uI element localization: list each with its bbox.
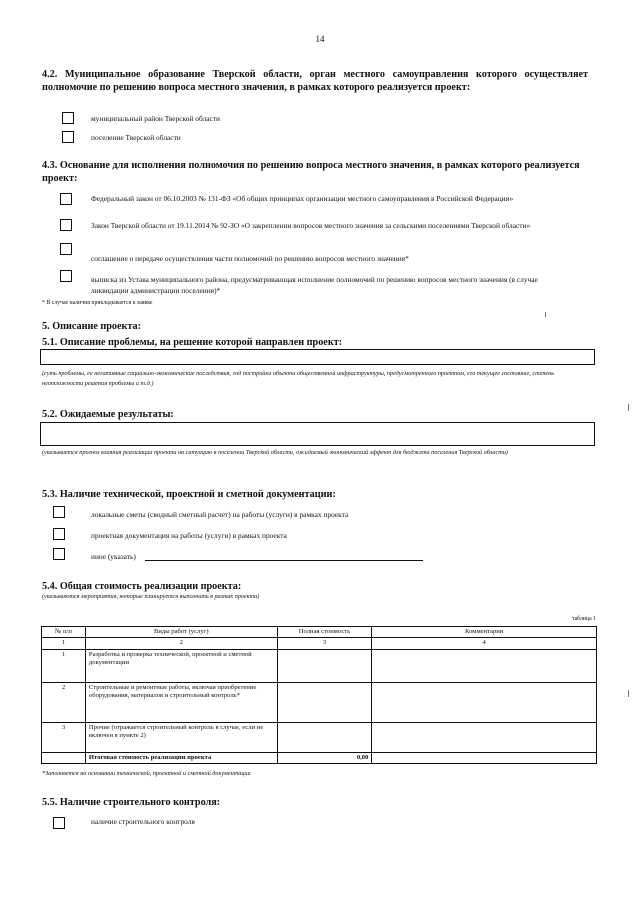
checkbox-project-docs[interactable] [53,528,65,540]
row-num: 1 [42,649,86,682]
header-num: № п/п [42,627,86,638]
table-total-row [42,752,597,763]
section-5-2-heading: 5.2. Ожидаемые результаты: [42,409,174,420]
header-work: Виды работ (услуг) [85,627,277,638]
option-other: иное (указать) [91,552,136,561]
problem-description-field[interactable] [40,349,595,365]
expected-results-note: (указывается прогноз влияния реализации проекта на ситуацию в поселении Тверской области, ожидаемый экономический эффект для бюджета поселения Тверской области) [42,449,508,456]
table-row [42,649,597,682]
expected-results-field[interactable] [40,422,595,446]
table-header-row [42,627,597,638]
row-comment-cell[interactable] [372,649,597,682]
total-label: Итоговая стоимость реализации проекта [85,752,277,763]
checkbox-regional-law[interactable] [60,219,72,231]
scan-mark [545,312,546,317]
option-regional-law: Закон Тверской области от 19.11.2014 № 92-ЗО «О закреплении вопросов местного значения за сельскими поселениями Тверской области» [91,221,531,230]
footnote-4-3: * В случае наличия прикладывается к заявке [42,300,153,306]
colnum-3: 3 [277,638,372,649]
row-num: 3 [42,722,86,752]
scan-mark [628,690,629,697]
checkbox-other[interactable] [53,548,65,560]
colnum-4: 4 [372,638,597,649]
section-5-5-heading: 5.5. Наличие строительного контроля: [42,797,221,808]
table-colnum-row [42,638,597,649]
checkbox-construction-control[interactable] [53,817,65,829]
table-footnote: *Заполняется на основании технической, проектной и сметной документации [42,770,251,777]
section-5-3-heading: 5.3. Наличие технической, проектной и сметной документации: [42,489,336,500]
checkbox-municipal-district[interactable] [62,112,74,124]
table-row [42,682,597,722]
section-5-1-heading: 5.1. Описание проблемы, на решение которой направлен проект: [42,337,343,348]
total-num-cell [42,752,86,763]
row-comment-cell[interactable] [372,722,597,752]
table-row [42,722,597,752]
total-value: 0,00 [277,752,372,763]
option-settlement: поселение Тверской области [91,133,181,142]
checkbox-agreement[interactable] [60,243,72,255]
total-comment-cell [372,752,597,763]
row-cost-cell[interactable] [277,682,372,722]
page-number: 14 [315,34,325,44]
colnum-1: 1 [42,638,86,649]
section-4-2-heading: 4.2. Муниципальное образование Тверской области, орган местного самоуправления которого осуществляет полномочие по решению вопроса местного значения, в рамках которого реализуется проект: [42,69,588,93]
header-cost: Полная стоимость [277,627,372,638]
other-specify-line[interactable] [145,560,423,561]
colnum-2: 2 [85,638,277,649]
row-cost-cell[interactable] [277,722,372,752]
row-comment-cell[interactable] [372,682,597,722]
row-num: 2 [42,682,86,722]
row-work: Прочие (отражается строительный контроль в случае, если не включен в пункте 2) [85,722,277,752]
checkbox-settlement[interactable] [62,131,74,143]
section-5-4-heading: 5.4. Общая стоимость реализации проекта: [42,581,242,592]
option-federal-law: Федеральный закон от 06.10.2003 № 131-ФЗ «Об общих принципах организации местного самоуправления в Российской Федерации» [91,194,514,203]
cost-table [41,626,597,764]
section-5-heading: 5. Описание проекта: [42,321,142,332]
checkbox-federal-law[interactable] [60,193,72,205]
option-agreement: соглашение о передаче осуществления части полномочий по решению вопросов местного значения* [91,254,409,263]
problem-description-note: (суть проблемы, ее негативные социально-экономические последствия, год постройки объекта общественной инфраструктуры, предусмотренного проектом, его текущее состояние, степень неотложности решения проблемы и т.д.) [42,370,555,387]
option-municipal-district: муниципальный район Тверской области [91,114,220,123]
row-cost-cell[interactable] [277,649,372,682]
total-cost-note: (указываются мероприятия, которые планируется выполнить в рамках проекта) [42,593,260,600]
section-4-3-heading: 4.3. Основание для исполнения полномочия по решению вопроса местного значения, в рамках которого реализуется проект: [42,160,580,184]
row-work: Строительные и ремонтные работы, включая приобретение оборудования, материалов и строительный контроль* [85,682,277,722]
option-charter-extract: выписка из Устава муниципального района, предусматривающая исполнение полномочий по решению вопросов местного значения (в случае ликвидации администрации поселения)* [91,275,538,295]
row-work: Разработка и проверка технической, проектной и сметной документации [85,649,277,682]
header-comment: Комментарии [372,627,597,638]
checkbox-local-estimates[interactable] [53,506,65,518]
scan-mark [628,404,629,411]
option-project-docs: проектная документация на работы (услуги) в рамках проекта [91,531,287,540]
checkbox-charter-extract[interactable] [60,270,72,282]
option-local-estimates: локальные сметы (сводный сметный расчет) на работы (услуги) в рамках проекта [91,510,349,519]
option-construction-control: наличие строительного контроля [91,817,195,826]
table-caption: таблица 1 [572,616,596,622]
